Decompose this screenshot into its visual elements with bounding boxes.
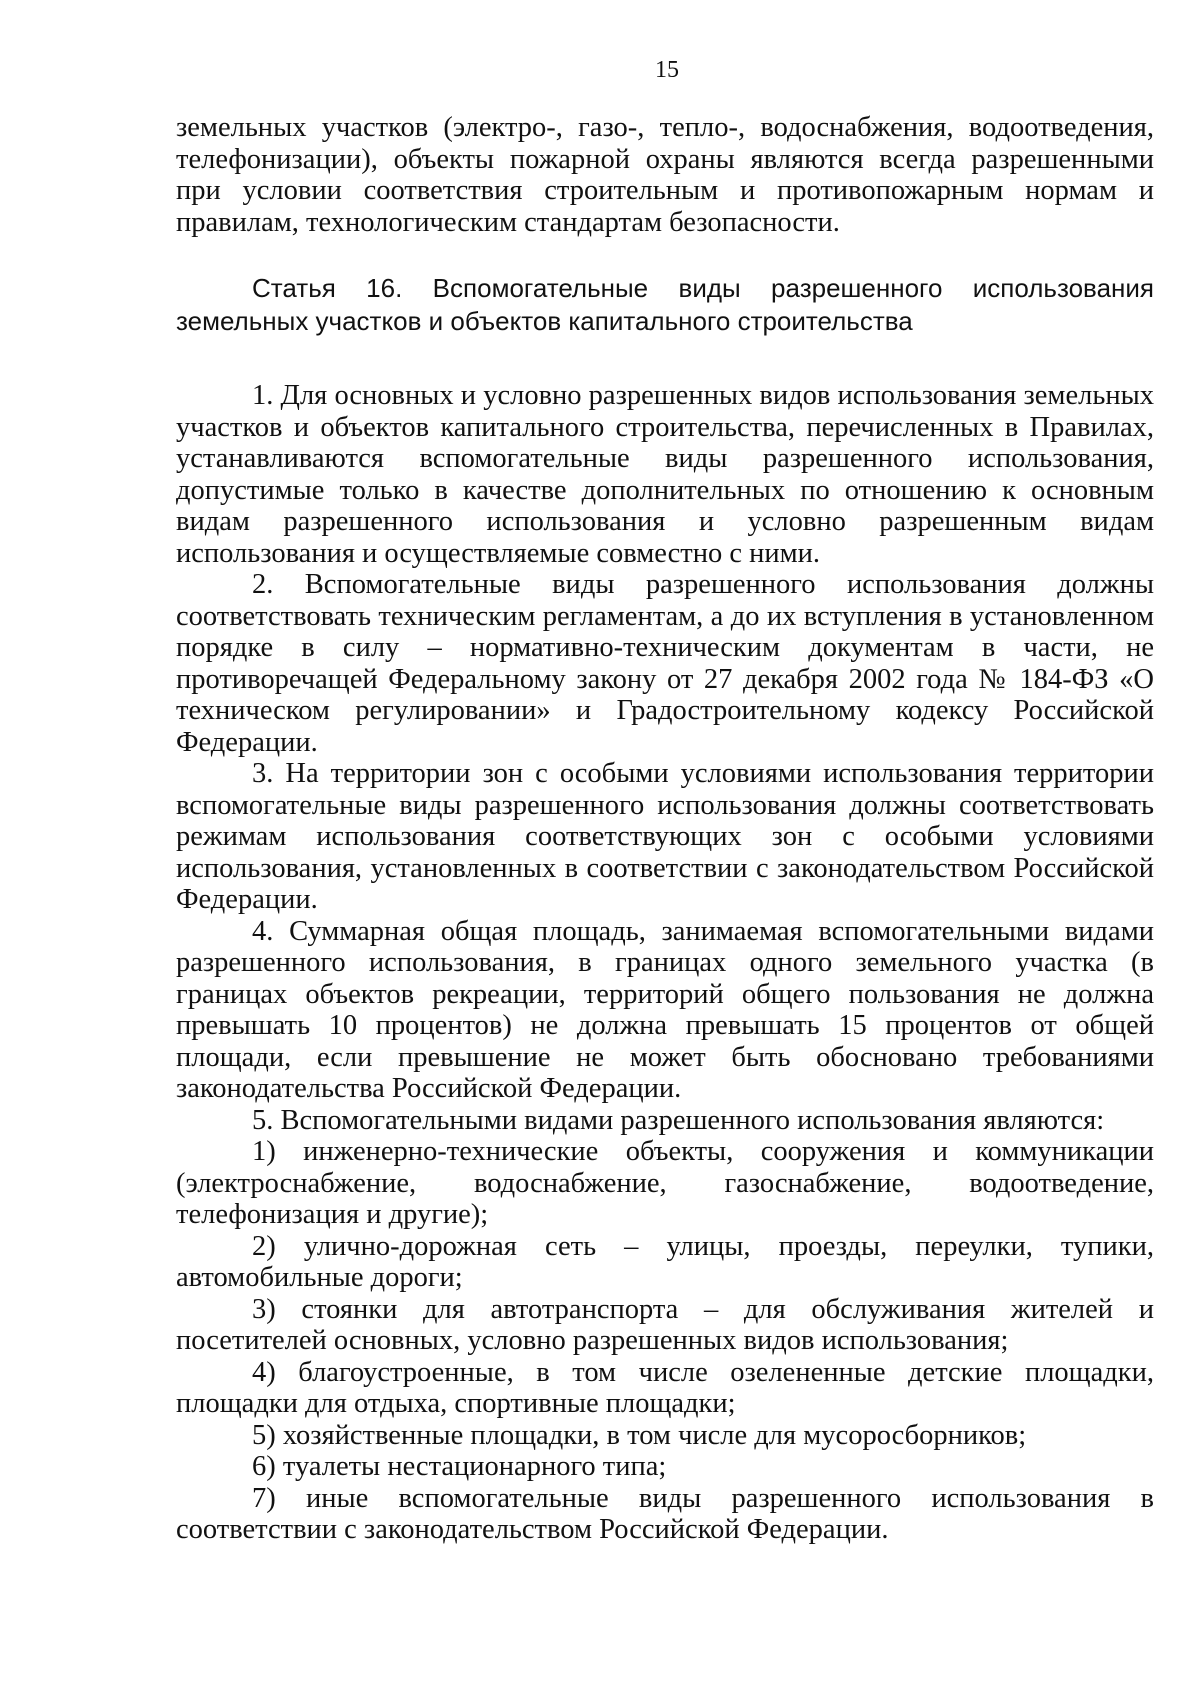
list-item: 2) улично-дорожная сеть – улицы, проезды, переулки, тупики, автомобильные дороги; xyxy=(176,1230,1154,1293)
paragraph-5: 5. Вспомогательными видами разрешенного использования являются: xyxy=(252,1104,1105,1136)
auxiliary-use-list xyxy=(176,1136,1154,1546)
list-item: 5) хозяйственные площадки, в том числе для мусоросборников; xyxy=(252,1419,1027,1451)
list-item: 3) стоянки для автотранспорта – для обслуживания жителей и посетителей основных, условно разрешенных видов использования; xyxy=(176,1293,1154,1356)
paragraph-2: 2. Вспомогательные виды разрешенного использования должны соответствовать техническим регламентам, а до их вступления в установленном порядке в силу – нормативно-техническим документам в части, не противоречащей Федеральному закону от 27 декабря 2002 года № 184-ФЗ «О техническом регулировании» и Градостроительному кодексу Российской Федерации. xyxy=(176,569,1154,758)
intro-paragraph: земельных участков (электро-, газо-, тепло-, водоснабжения, водоотведения, телефонизации), объекты пожарной охраны являются всегда разрешенными при условии соответствия строительным и противопожарным нормам и правилам, технологическим стандартам безопасности. xyxy=(176,112,1154,238)
list-item: 6) туалеты нестационарного типа; xyxy=(252,1451,667,1482)
article-title-block xyxy=(176,272,1154,338)
paragraph-1: 1. Для основных и условно разрешенных видов использования земельных участков и объектов капитального строительства, перечисленных в Правилах, устанавливаются вспомогательные виды разрешенного использования, допустимые только в качестве дополнительных по отношению к основным видам разрешенного использования и условно разрешенным видам использования и осуществляемые совместно с ними. xyxy=(176,380,1154,569)
document-body xyxy=(176,112,1154,1546)
list-item: 1) инженерно-технические объекты, сооружения и коммуникации (электроснабжение, водоснабжение, газоснабжение, водоотведение, телефонизация и другие); xyxy=(176,1136,1154,1230)
paragraph-4: 4. Суммарная общая площадь, занимаемая вспомогательными видами разрешенного использования, в границах одного земельного участка (в границах объектов рекреации, территорий общего пользования не должна превышать 10 процентов) не должна превышать 15 процентов от общей площади, если превышение не может быть обосновано требованиями законодательства Российской Федерации. xyxy=(176,915,1154,1104)
page-number: 15 xyxy=(655,57,679,83)
paragraph-3: 3. На территории зон с особыми условиями использования территории вспомогательные виды разрешенного использования должны соответствовать режимам использования соответствующих зон с особыми условиями использования, установленных в соответствии с законодательством Российской Федерации. xyxy=(176,758,1154,915)
article-title: Статья 16. Вспомогательные виды разрешенного использования земельных участков и объектов капитального строительства xyxy=(176,273,1154,336)
list-item: 4) благоустроенные, в том числе озелененные детские площадки, площадки для отдыха, спортивные площадки; xyxy=(176,1356,1154,1419)
list-item: 7) иные вспомогательные виды разрешенного использования в соответствии с законодательством Российской Федерации. xyxy=(176,1482,1154,1545)
